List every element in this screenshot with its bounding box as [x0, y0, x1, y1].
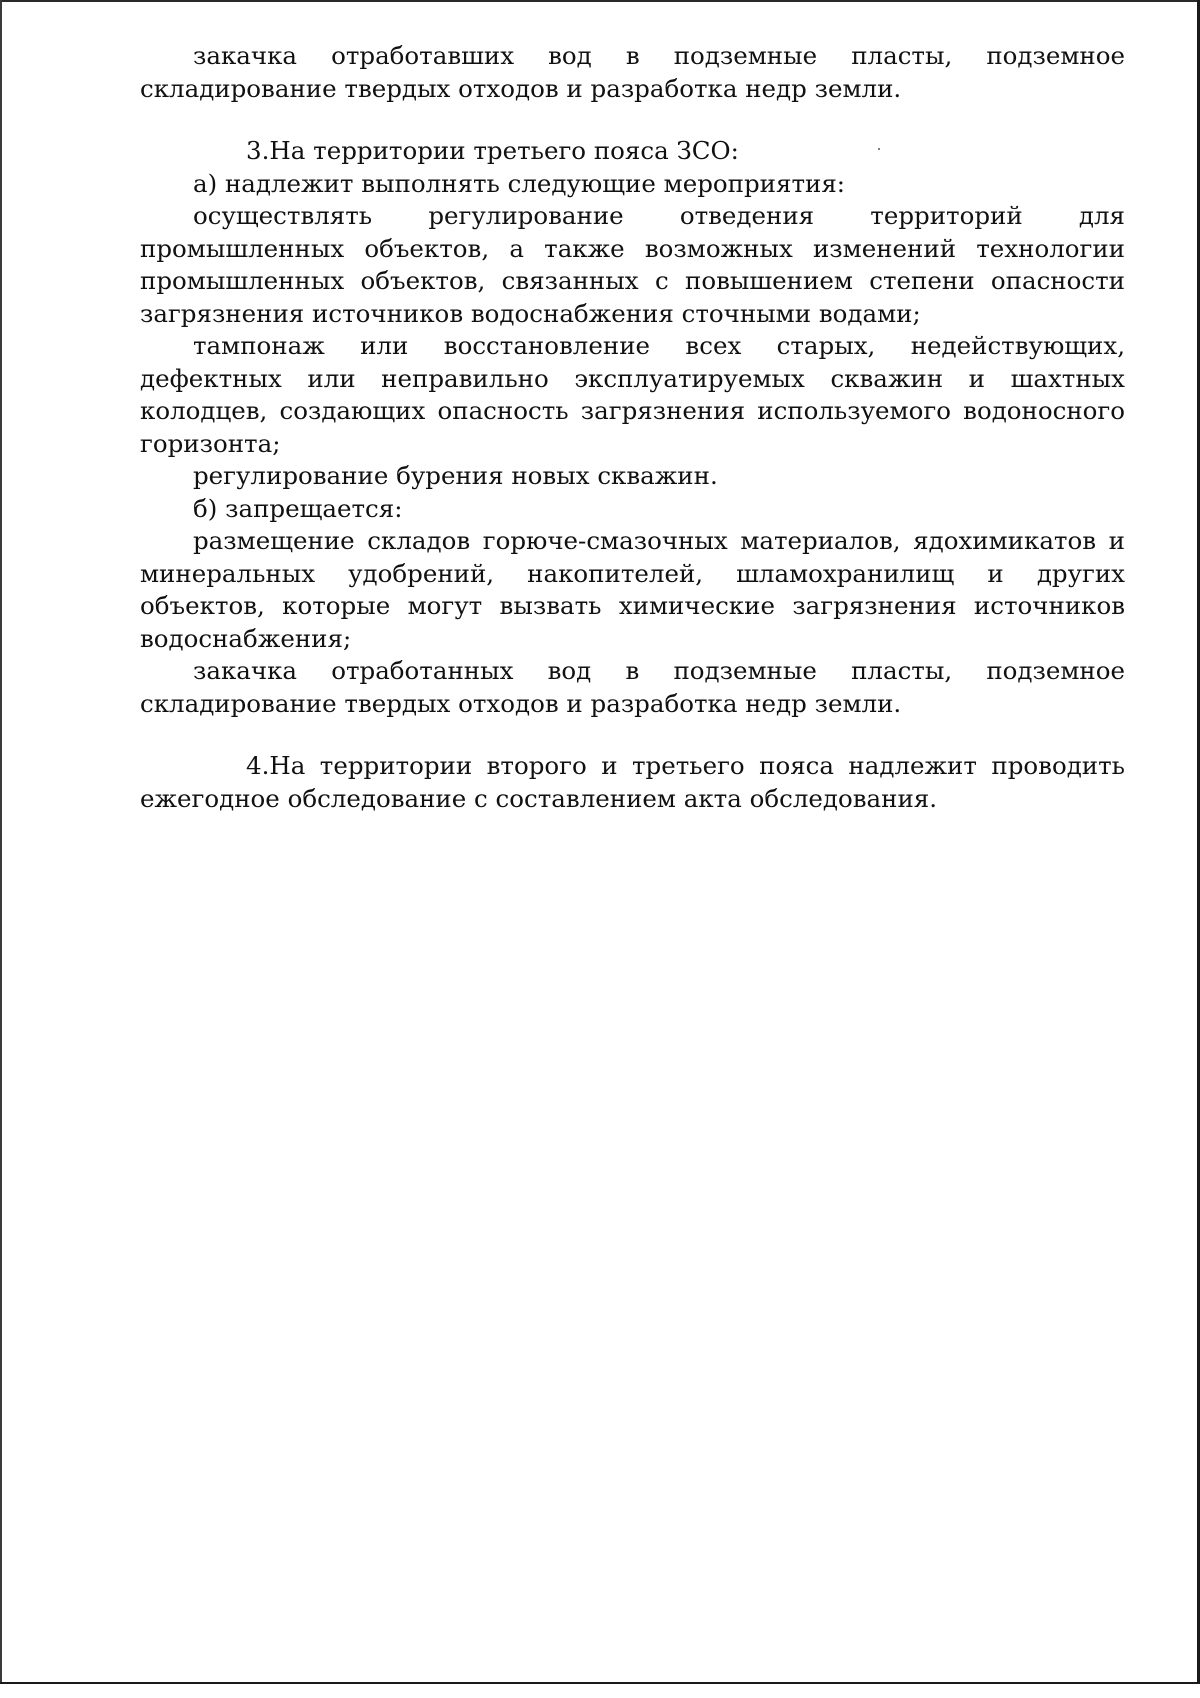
section-4-text: На территории второго и третьего пояса надлежит проводить ежегодное обследование с составлением акта обследования.: [140, 751, 1125, 813]
section-4: [140, 750, 1125, 815]
section-3-item-a3: регулирование бурения новых скважин.: [193, 461, 718, 490]
document-body: [140, 40, 1125, 815]
section-3-heading: [140, 135, 1125, 168]
section-4-number: 4.: [246, 751, 270, 780]
section-3-item-b1: размещение складов горюче-смазочных материалов, ядохимикатов и минеральных удобрений, накопителей, шламохранилищ и других объектов, которые могут вызвать химические загрязнения источников водоснабжения;: [140, 526, 1125, 653]
section-3-item-b2: закачка отработанных вод в подземные пласты, подземное складирование твердых отходов и разработка недр земли.: [140, 656, 1125, 718]
scan-border-left: [0, 0, 2, 1698]
scan-border-top: [0, 0, 1200, 2]
scan-border-bottom: [0, 1682, 1200, 1684]
intro-continuation: закачка отработавших вод в подземные пласты, подземное складирование твердых отходов и разработка недр земли.: [140, 41, 1125, 103]
section-3-item-a1: осуществлять регулирование отведения территорий для промышленных объектов, а также возможных изменений технологии промышленных объектов, связанных с повышением степени опасности загрязнения источников водоснабжения сточными водами;: [140, 201, 1125, 328]
section-3-sub-a: а) надлежит выполнять следующие мероприятия:: [193, 168, 846, 198]
section-3-sub-b: б) запрещается:: [193, 493, 403, 523]
scan-margin-bottom: [0, 1684, 1200, 1698]
section-3-heading-text: На территории третьего пояса ЗСО:: [269, 136, 739, 165]
section-3-item-a2: тампонаж или восстановление всех старых, недействующих, дефектных или неправильно эксплуатируемых скважин и шахтных колодцев, создающих опасность загрязнения используемого водоносного горизонта;: [140, 331, 1125, 458]
paragraph-gap: [140, 105, 1125, 135]
section-3-number: 3.: [246, 136, 270, 165]
paragraph-gap: [140, 720, 1125, 750]
